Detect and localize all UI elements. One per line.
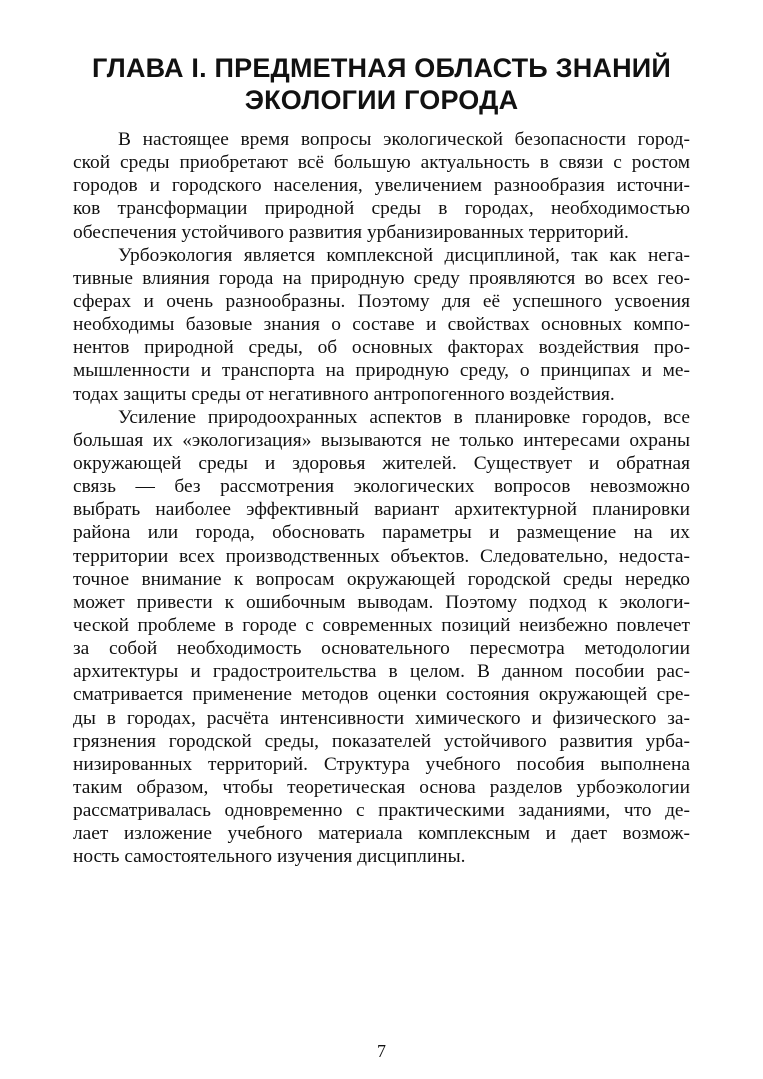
text-line: грязнения городской среды, показателей устойчивого развития урба- [73,730,690,752]
text-line: тодах защиты среды от негативного антропогенного воздействия. [73,383,615,405]
text-line: архитектуры и градостроительства в целом. В данном пособии рас- [73,661,690,683]
text-line: ков трансформации природной среды в городах, необходимостью [73,198,690,220]
text-line: низированных территорий. Структура учебного пособия выполнена [73,753,690,775]
text-line: необходимы базовые знания о составе и свойствах основных компо- [73,314,690,336]
text-line: сматривается применение методов оценки состояния окружающей сре- [73,684,690,706]
text-line: таким образом, чтобы теоретическая основа разделов урбоэкологии [73,776,690,798]
text-line: ческой проблеме в городе с современных позиций неизбежно повлечет [73,614,690,636]
text-line: Усиление природоохранных аспектов в планировке городов, все [118,406,690,428]
page-number: 7 [377,1041,386,1061]
text-line: сферах и очень разнообразны. Поэтому для её успешного усвоения [73,290,690,312]
text-line: Урбоэкология является комплексной дисциплиной, так как нега- [118,244,690,266]
chapter-title-line-2: ЭКОЛОГИИ ГОРОДА [244,85,519,115]
text-line: большая их «экологизация» вызываются не только интересами охраны [73,429,690,451]
text-line: точное внимание к вопросам окружающей городской среды нередко [73,568,690,590]
text-line: нентов природной среды, об основных факторах воздействия про- [73,337,690,359]
paragraph-3 [73,406,690,869]
text-line: может привести к ошибочным выводам. Поэтому подход к экологи- [73,591,690,613]
paragraph-1 [73,128,690,244]
text-line: лает изложение учебного материала комплексным и дает возмож- [73,823,690,845]
paragraph-2 [73,244,690,406]
text-line: В настоящее время вопросы экологической безопасности город- [118,129,690,150]
text-line: городов и городского населения, увеличением разнообразия источни- [73,175,690,197]
text-line: за собой необходимость основательного пересмотра методологии [73,638,690,660]
text-line: ды в городах, расчёта интенсивности химического и физического за- [73,707,690,729]
text-line: тивные влияния города на природную среду проявляются во всех гео- [73,267,690,289]
text-line: окружающей среды и здоровья жителей. Существует и обратная [73,452,690,474]
text-line: связь — без рассмотрения экологических вопросов невозможно [73,476,690,498]
text-line: рассматривалась одновременно с практическими заданиями, что де- [73,800,690,822]
chapter-title-line-1: ГЛАВА I. ПРЕДМЕТНАЯ ОБЛАСТЬ ЗНАНИЙ [91,53,672,83]
text-line: мышленности и транспорта на природную среду, о принципах и ме- [73,360,690,382]
text-line: обеспечения устойчивого развития урбанизированных территорий. [73,221,629,243]
text-line: ской среды приобретают всё большую актуальность в связи с ростом [73,152,690,174]
body-text [73,128,690,869]
chapter-title [60,52,703,116]
text-line: района или города, обосновать параметры и размещение на их [73,522,690,544]
text-line: выбрать наиболее эффективный вариант архитектурной планировки [73,499,690,521]
text-line: ность самостоятельного изучения дисциплины. [73,846,466,868]
text-line: территории всех производственных объектов. Следовательно, недоста- [73,545,690,567]
